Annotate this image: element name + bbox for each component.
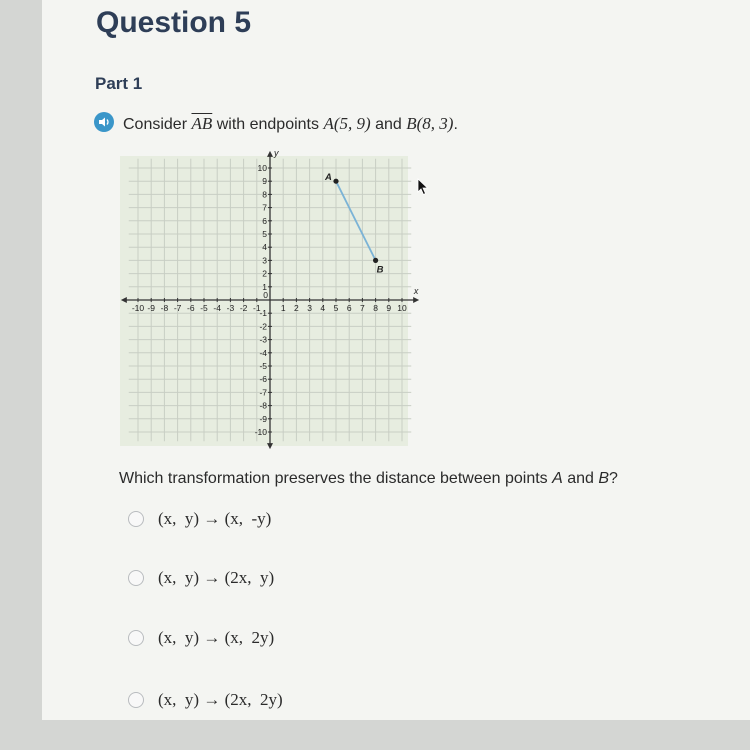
answer-option-label: (x, y) → (x, 2y): [158, 628, 275, 647]
x-axis-arrow: [121, 297, 127, 303]
x-tick-label: -8: [160, 303, 169, 313]
x-tick-label: -10: [131, 303, 145, 313]
point-b: [373, 258, 378, 263]
answer-option-2[interactable]: [128, 568, 274, 588]
part-title: Part 1: [95, 74, 143, 93]
y-tick-label: 6: [262, 215, 267, 226]
y-tick-label: 3: [262, 255, 267, 266]
y-tick-label: -5: [259, 361, 267, 371]
origin-label: 0: [263, 290, 268, 300]
x-tick-label: -1: [253, 303, 261, 313]
y-tick-label: -8: [259, 400, 267, 411]
y-tick-label: -9: [259, 413, 267, 424]
y-tick-label: 5: [262, 229, 267, 239]
y-tick-label: -4: [259, 347, 267, 358]
answer-option-4[interactable]: [128, 690, 283, 710]
graph-svg: [120, 148, 419, 446]
y-tick-label: -6: [259, 374, 267, 385]
x-tick-label: -3: [226, 303, 235, 313]
question-text: [119, 470, 618, 488]
point-label-b: B: [376, 264, 384, 276]
prompt-text: [123, 114, 458, 134]
answer-option-label: (x, y) → (2x, 2y): [158, 690, 283, 709]
prompt-prefix: Consider: [123, 116, 192, 133]
x-tick-label: -9: [147, 303, 155, 313]
x-tick-label: -4: [213, 303, 221, 313]
y-tick-label: -1: [259, 308, 267, 319]
radio-button[interactable]: [128, 511, 144, 527]
x-tick-label: 5: [333, 303, 339, 313]
x-tick-label: 7: [360, 303, 365, 313]
mouse-pointer-icon: [417, 178, 429, 201]
x-tick-label: -2: [239, 303, 248, 313]
x-tick-label: 1: [280, 303, 286, 313]
prompt-and: and: [370, 116, 407, 133]
y-tick-label: 1: [262, 281, 267, 292]
question-end: ?: [609, 470, 618, 487]
y-axis-arrow: [267, 151, 273, 157]
speaker-icon: [94, 112, 114, 132]
y-tick-label: 7: [262, 202, 267, 213]
radio-button[interactable]: [128, 630, 144, 646]
prompt-middle: with endpoints: [212, 116, 324, 133]
y-tick-label: -10: [254, 427, 267, 437]
x-tick-label: -5: [200, 303, 208, 313]
x-tick-label: 3: [307, 303, 312, 313]
question-point-b: B: [598, 470, 610, 487]
y-tick-label: -2: [259, 321, 267, 332]
x-axis-arrow: [413, 297, 419, 303]
x-tick-label: -7: [173, 303, 182, 313]
x-tick-label: 8: [373, 303, 378, 313]
answer-option-3[interactable]: [128, 628, 274, 648]
y-tick-label: -3: [259, 334, 267, 345]
answer-option-label: (x, y) → (x, -y): [158, 509, 272, 528]
point-b-coords: B(8, 3): [406, 114, 454, 133]
x-tick-label: 2: [294, 303, 299, 313]
point-a: [333, 179, 338, 184]
y-tick-label: 8: [262, 189, 267, 200]
coordinate-graph: [120, 148, 419, 446]
answer-option-1[interactable]: [128, 509, 271, 529]
y-tick-label: 2: [262, 268, 267, 279]
x-tick-label: 10: [397, 303, 407, 313]
y-tick-label: 4: [262, 242, 267, 253]
radio-button[interactable]: [128, 692, 144, 708]
point-a-coords: A(5, 9): [323, 114, 371, 133]
y-tick-label: -7: [259, 387, 267, 398]
point-label-a: A: [325, 172, 332, 184]
x-tick-label: -6: [187, 303, 195, 313]
x-tick-label: 4: [320, 303, 326, 313]
prompt-suffix: .: [453, 116, 458, 133]
question-point-a: A: [552, 470, 563, 487]
x-axis-label: x: [413, 286, 419, 296]
question-title: Question 5: [96, 6, 252, 39]
question-page: [42, 0, 750, 720]
audio-speaker-button[interactable]: [94, 112, 114, 132]
question-text-before: Which transformation preserves the distance between points: [119, 470, 553, 487]
answer-option-label: (x, y) → (2x, y): [158, 568, 275, 587]
question-and: and: [562, 470, 599, 487]
x-tick-label: 9: [386, 303, 392, 313]
x-tick-label: 6: [346, 303, 352, 313]
y-tick-label: 10: [257, 163, 267, 173]
y-axis-arrow: [267, 443, 273, 449]
y-axis-label: y: [274, 148, 279, 159]
radio-button[interactable]: [128, 570, 144, 586]
segment-ab: $\overline{AB}$: [191, 114, 213, 133]
y-tick-label: 9: [262, 176, 267, 187]
